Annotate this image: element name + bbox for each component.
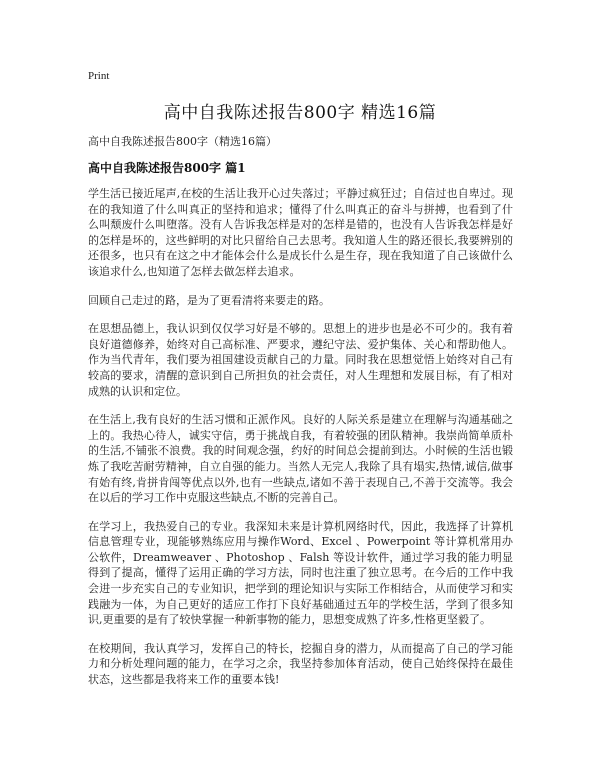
article-body: [88, 186, 513, 701]
section-heading: 高中自我陈述报告800字 篇1: [88, 161, 246, 175]
paragraph-5: 在学习上，我热爱自己的专业。我深知未来是计算机网络时代，因此，我选择了计算机信息管理专业，现能够熟练应用与操作Word、Excel 、Powerpoint 等计算机常用办公软件，Dreamweaver 、Photoshop 、Falsh 等设计软件，通过学习我的能力明显得到了提高，懂得了运用正确的学习方法，同时也注重了独立思考。在今后的工作中我会进一步充实自己的专业知识，把学到的理论知识与实际工作相结合，从而使学习和实践融为一体，为自己更好的适应工作打下良好基础通过五年的学校生活，学到了很多知识,更重要的是有了较快掌握一种新事物的能力，思想变成熟了许多,性格更坚毅了。: [88, 519, 513, 627]
document-subtitle: 高中自我陈述报告800字（精选16篇）: [88, 135, 277, 148]
paragraph-1: 学生活已接近尾声,在校的生活让我开心过失落过；平静过疯狂过；自信过也自卑过。现在的我知道了什么叫真正的坚持和追求；懂得了什么叫真正的奋斗与拼搏，也看到了什么叫颓废什么叫堕落。没有人告诉我怎样是对的怎样是错的，也没有人告诉我怎样是好的怎样是坏的，这些鲜明的对比只留给自己去思考。我知道人生的路还很长,我要辨别的还很多，也只有在这之中才能体会什么是成长什么是生存，现在我知道了自己该做什么该追求什么,也知道了怎样去做怎样去追求。: [88, 187, 513, 278]
paragraph-3: 在思想品德上，我认识到仅仅学习好是不够的。思想上的进步也是必不可少的。我有着良好道德修养，始终对自己高标准、严要求，遵纪守法、爱护集体、关心和帮助他人。作为当代青年，我们要为祖国建设贡献自己的力量。同时我在思想觉悟上始终对自己有较高的要求，清醒的意识到自己所担负的社会责任，对人生理想和发展目标，有了相对成熟的认识和定位。: [88, 322, 513, 398]
print-link[interactable]: Print: [88, 70, 110, 82]
document-title: 高中自我陈述报告800字 精选16篇: [163, 103, 437, 123]
paragraph-4: 在生活上,我有良好的生活习惯和正派作风。良好的人际关系是建立在理解与沟通基础之上的。我热心待人，诚实守信，勇于挑战自我，有着较强的团队精神。我崇尚简单质朴的生活,不铺张不浪费。我的时间观念强，约好的时间总会提前到达。小时候的生活也锻炼了我吃苦耐劳精神，自立自强的能力。当然人无完人,我除了具有塌实,热情,诚信,做事有始有终,肯拼肯闯等优点以外,也有一些缺点,诸如不善于表现自己,不善于交流等。我会在以后的学习工作中克服这些缺点,不断的完善自己。: [88, 413, 513, 505]
paragraph-6: 在校期间，我认真学习，发挥自己的特长，挖掘自身的潜力，从而提高了自己的学习能力和分析处理问题的能力，在学习之余，我坚持参加体育活动，使自己始终保持在最佳状态，这些都是我将来工作的重要本钱!: [88, 641, 513, 687]
paragraph-2: 回顾自己走过的路，是为了更看清将来要走的路。: [88, 293, 330, 307]
